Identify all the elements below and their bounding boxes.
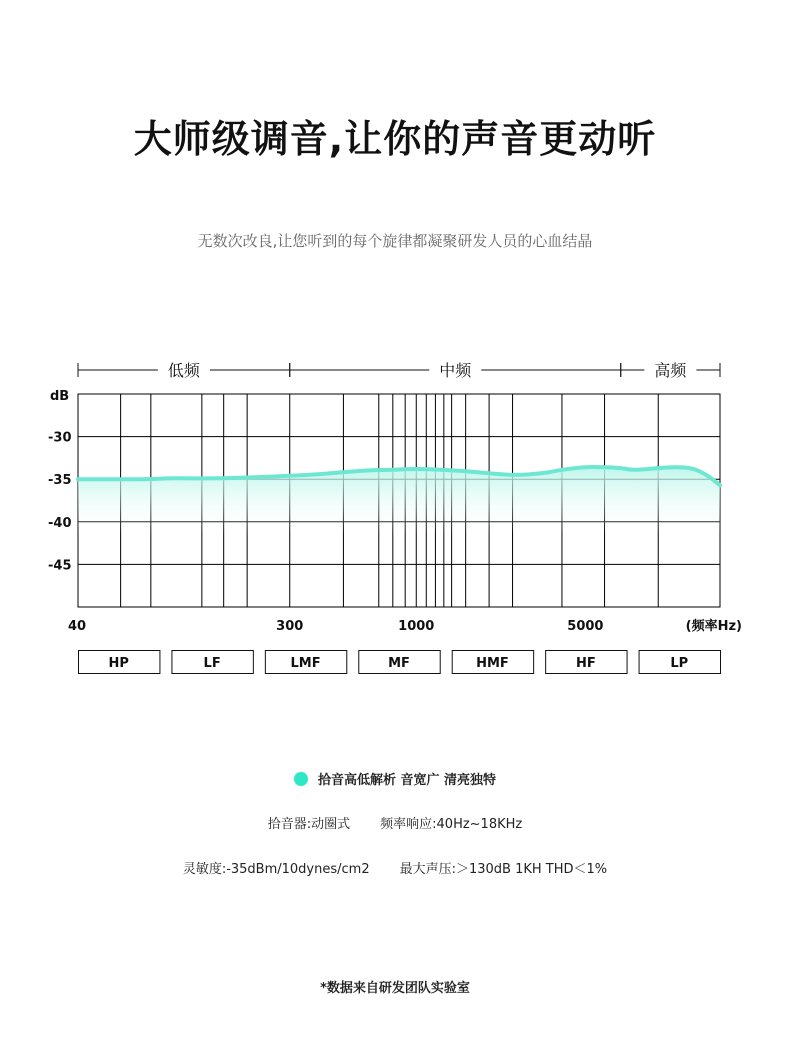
band-box-label: LF	[203, 656, 221, 671]
page-subtitle: 无数次改良,让您听到的每个旋律都凝聚研发人员的心血结晶	[197, 232, 593, 250]
x-tick-label-3: 5000	[567, 619, 604, 634]
y-tick-label-3: -45	[48, 558, 72, 574]
footnote: *数据来自研发团队实验室	[320, 981, 470, 996]
page-title: 大师级调音,让你的声音更动听	[133, 117, 657, 161]
band-box-label: LMF	[290, 656, 321, 671]
band-box-label: HF	[575, 656, 596, 671]
x-axis-label: (频率Hz)	[685, 619, 742, 634]
y-tick-label-1: -35	[48, 473, 72, 489]
band-box-hf	[546, 651, 627, 674]
spec-max-spl: 最大声压:＞130dB 1KH THD＜1%	[399, 862, 608, 877]
legend	[0, 769, 790, 788]
band-box-label: MF	[388, 656, 410, 671]
legend-label: 拾音高低解析 音宽广 清亮独特	[317, 773, 497, 788]
frequency-response-chart	[0, 340, 790, 690]
band-top-1	[290, 361, 621, 380]
legend-dot	[294, 772, 308, 786]
band-box-hmf	[452, 651, 533, 674]
band-box-lmf	[265, 651, 346, 674]
band-top-label: 高频	[654, 361, 687, 380]
spec-pickup: 拾音器:动圈式	[267, 817, 351, 832]
spec-sensitivity: 灵敏度:-35dBm/10dynes/cm2	[182, 862, 370, 877]
band-box-label: HMF	[476, 656, 509, 671]
band-box-mf	[359, 651, 440, 674]
x-tick-label-2: 1000	[398, 619, 435, 634]
band-box-lp	[639, 651, 720, 674]
y-tick-label-2: -40	[48, 515, 72, 531]
band-top-label: 中频	[439, 361, 472, 380]
band-box-label: HP	[108, 656, 129, 671]
band-box-hp	[79, 651, 160, 674]
band-box-label: LP	[670, 656, 689, 671]
spec-row-2	[0, 858, 790, 877]
band-top-0	[78, 361, 290, 380]
x-tick-label-1: 300	[276, 619, 304, 634]
band-top-2	[621, 361, 720, 380]
band-box-lf	[172, 651, 253, 674]
spec-row-1	[0, 813, 790, 832]
spec-freq-response: 频率响应:40Hz~18KHz	[380, 817, 523, 832]
x-tick-label-0: 40	[68, 619, 87, 634]
y-tick-label-0: -30	[48, 430, 72, 446]
y-axis-label: dB	[50, 389, 70, 404]
band-top-label: 低频	[167, 361, 200, 380]
